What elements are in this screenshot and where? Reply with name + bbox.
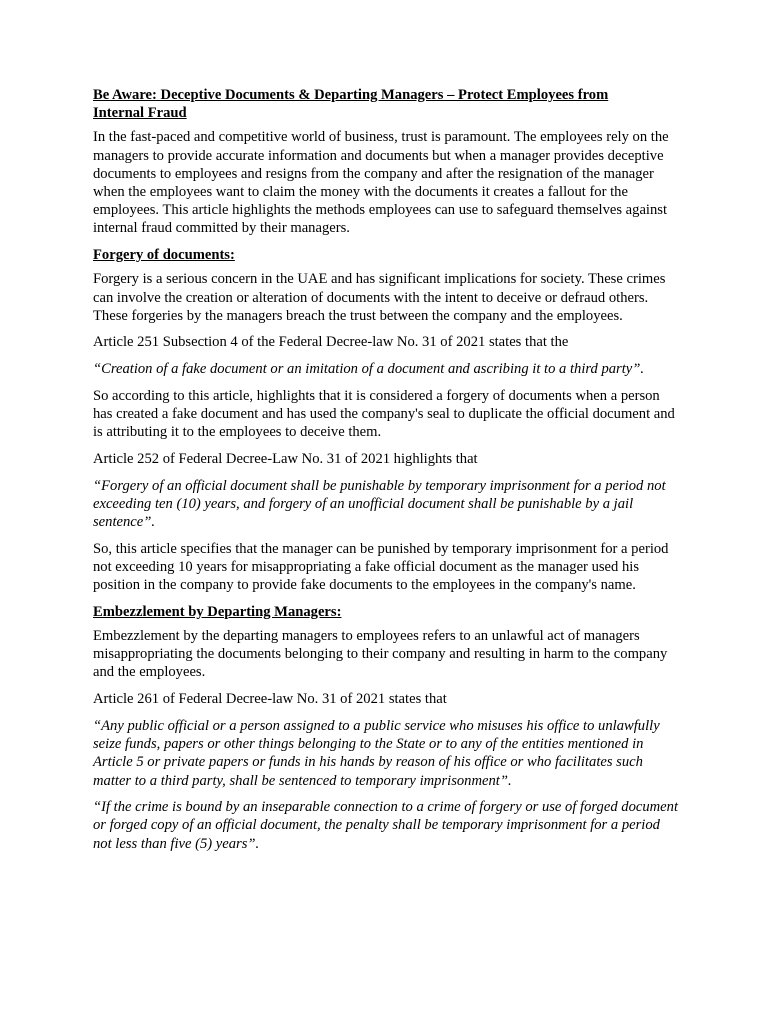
document-title: Be Aware: Deceptive Documents & Departing Managers – Protect Employees from Internal Fraud bbox=[93, 87, 609, 122]
forgery-paragraph-3: So according to this article, highlights that it is considered a forgery of documents when a person has created a fake document and has used the company's seal to duplicate the official document and is attributing it to the employees to deceive them. bbox=[93, 387, 675, 441]
section-heading-embezzlement: Embezzlement by Departing Managers: bbox=[93, 603, 342, 620]
embezzlement-paragraph-2: Article 261 of Federal Decree-law No. 31 of 2021 states that bbox=[93, 691, 447, 708]
embezzlement-paragraph-1: Embezzlement by the departing managers to employees refers to an unlawful act of managers misappropriating the documents belonging to their company and resulting in harm to the company and the employees. bbox=[93, 628, 668, 681]
forgery-paragraph-2: Article 251 Subsection 4 of the Federal Decree-law No. 31 of 2021 states that the bbox=[93, 334, 569, 351]
embezzlement-quote-1: “Any public official or a person assigned to a public service who misuses his office to unlawfully seize funds, papers or other things belonging to the State or to any of the entities mentioned in Article 5 or private papers or funds in his hands by reason of his office or who facilitates such matter to a third party, shall be sentenced to temporary imprisonment”. bbox=[93, 717, 660, 789]
forgery-paragraph-4: Article 252 of Federal Decree-Law No. 31 of 2021 highlights that bbox=[93, 450, 478, 467]
forgery-paragraph-1: Forgery is a serious concern in the UAE and has significant implications for society. These crimes can involve the creation or alteration of documents with the intent to deceive or defraud others. These forgeries by the managers breach the trust between the company and the employees. bbox=[93, 271, 666, 324]
embezzlement-quote-2: “If the crime is bound by an inseparable connection to a crime of forgery or use of forged document or forged copy of an official document, the penalty shall be temporary imprisonment for a period not less than five (5) years”. bbox=[93, 799, 679, 852]
forgery-quote-1: “Creation of a fake document or an imitation of a document and ascribing it to a third party”. bbox=[93, 361, 645, 378]
section-heading-forgery: Forgery of documents: bbox=[93, 247, 235, 264]
forgery-paragraph-5: So, this article specifies that the manager can be punished by temporary imprisonment for a period not exceeding 10 years for misappropriating a fake official document as the manager used his position in the company to provide fake documents to the employees in the company's name. bbox=[93, 540, 669, 594]
intro-paragraph: In the fast-paced and competitive world of business, trust is paramount. The employees rely on the managers to provide accurate information and documents but when a manager provides deceptive documents to employees and resigns from the company and after the resignation of the manager when the employees want to claim the money with the documents it creates a fallout for the employees. This article highlights the methods employees can use to safeguard themselves against internal fraud committed by their managers. bbox=[93, 129, 669, 237]
document-page bbox=[93, 86, 678, 861]
forgery-quote-2: “Forgery of an official document shall be punishable by temporary imprisonment for a period not exceeding ten (10) years, and forgery of an unofficial document shall be punishable by a jail sentence”. bbox=[93, 477, 666, 531]
